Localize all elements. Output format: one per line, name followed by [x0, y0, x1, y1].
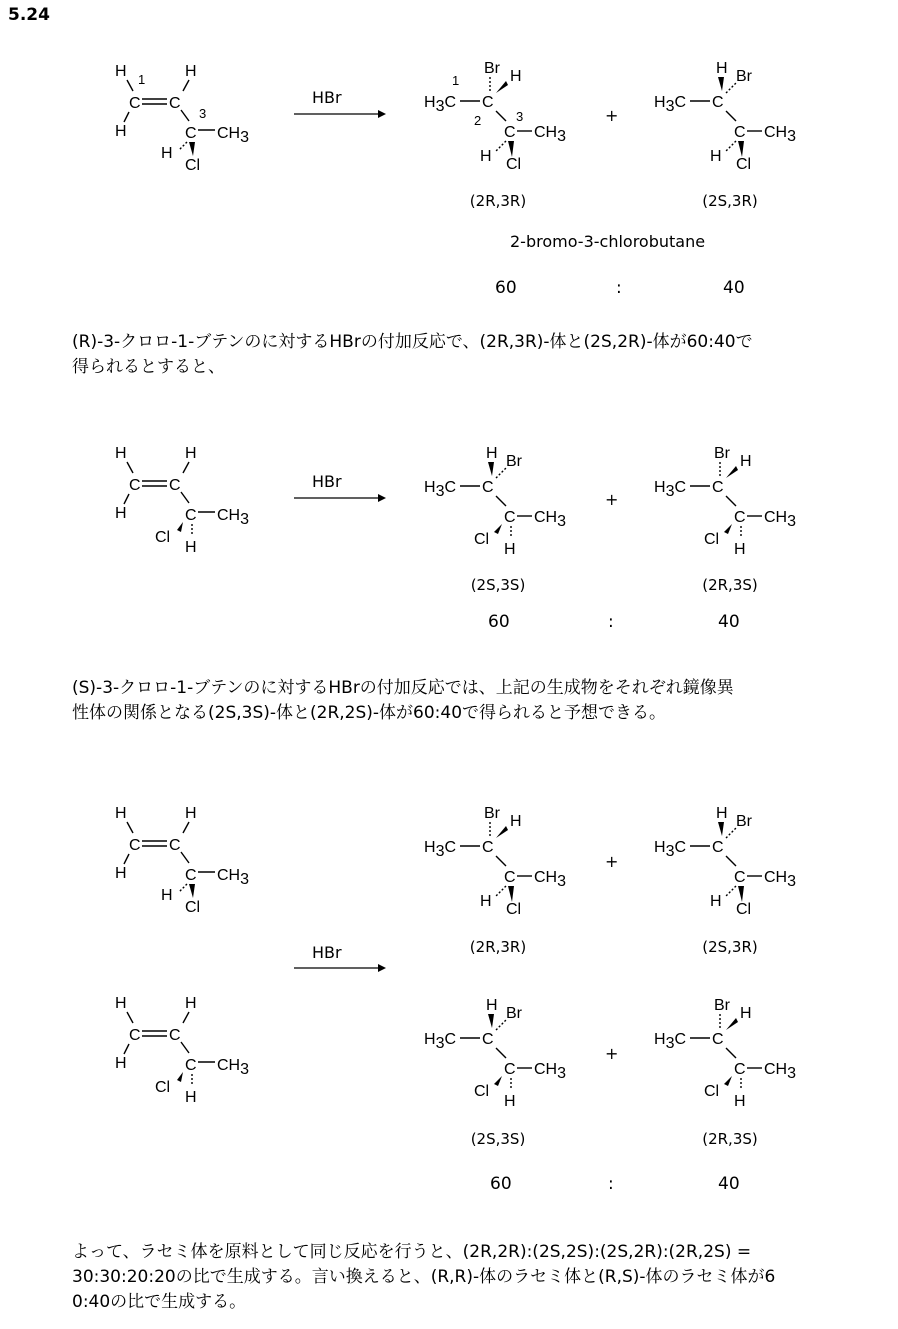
stereo-label: (2R,3S)	[702, 1130, 758, 1148]
svg-text:H: H	[115, 1055, 127, 1072]
svg-text:C: C	[734, 1061, 746, 1078]
svg-text:Cl: Cl	[704, 531, 720, 548]
svg-text:C: C	[734, 509, 746, 526]
svg-text:C: C	[129, 95, 141, 112]
svg-text:Cl: Cl	[704, 1083, 720, 1100]
svg-text:C: C	[504, 124, 516, 141]
svg-text:H: H	[161, 887, 173, 904]
svg-text:C: C	[169, 837, 181, 854]
svg-text:H3C: H3C	[654, 479, 687, 500]
ratio-left: 60	[488, 612, 510, 632]
svg-text:Cl: Cl	[155, 1079, 171, 1096]
svg-text:C: C	[482, 1031, 494, 1048]
svg-text:CH3: CH3	[217, 1057, 250, 1078]
svg-text:Cl: Cl	[736, 156, 752, 173]
svg-text:C: C	[185, 867, 197, 884]
svg-text:C: C	[504, 1061, 516, 1078]
svg-text:CH3: CH3	[217, 507, 250, 528]
svg-text:Cl: Cl	[736, 901, 752, 918]
svg-text:3: 3	[516, 109, 524, 124]
svg-text:H3C: H3C	[654, 1031, 687, 1052]
svg-text:1: 1	[452, 73, 460, 88]
svg-text:Br: Br	[736, 68, 752, 85]
ratio-colon: :	[608, 1174, 614, 1194]
svg-text:C: C	[169, 1027, 181, 1044]
svg-text:H: H	[185, 1089, 197, 1106]
svg-text:H: H	[185, 445, 197, 462]
compound-name: 2-bromo-3-chlorobutane	[510, 232, 706, 251]
plus-sign: +	[605, 852, 619, 871]
reagent-label: HBr	[312, 472, 342, 491]
svg-text:H: H	[161, 145, 173, 162]
svg-text:Br: Br	[484, 805, 500, 822]
product-2R3R-structure	[420, 55, 590, 185]
svg-text:H: H	[115, 123, 127, 140]
svg-text:C: C	[712, 479, 724, 496]
svg-text:C: C	[482, 479, 494, 496]
svg-text:C: C	[504, 509, 516, 526]
svg-text:H: H	[115, 445, 127, 462]
svg-text:H: H	[480, 148, 492, 165]
svg-text:3: 3	[199, 106, 207, 121]
explanation-paragraph-1: (R)-3-クロロ-1-ブテンのに対するHBrの付加反応で、(2R,3R)-体と(2S,2R)-体が60:40で 得られるとすると、	[72, 332, 753, 377]
product-2S3S-structure	[420, 992, 590, 1122]
svg-text:C: C	[185, 125, 197, 142]
svg-text:H: H	[504, 541, 516, 558]
svg-text:C: C	[734, 869, 746, 886]
svg-text:H: H	[115, 995, 127, 1012]
svg-text:C: C	[185, 1057, 197, 1074]
svg-text:Br: Br	[506, 1005, 522, 1022]
svg-text:CH3: CH3	[217, 867, 250, 888]
stereo-label: (2R,3R)	[469, 938, 527, 956]
svg-text:H: H	[716, 805, 728, 822]
svg-text:C: C	[129, 477, 141, 494]
svg-text:C: C	[185, 507, 197, 524]
explanation-paragraph-2: (S)-3-クロロ-1-ブテンのに対するHBrの付加反応では、上記の生成物をそれぞれ鏡像異 性体の関係となる(2S,3S)-体と(2R,2S)-体が60:40で得られると予想できる。	[72, 678, 734, 723]
svg-text:C: C	[504, 869, 516, 886]
svg-text:Cl: Cl	[474, 531, 490, 548]
product-2R3S-structure	[650, 992, 820, 1122]
svg-text:H3C: H3C	[654, 94, 687, 115]
product-2S3S-structure	[420, 440, 590, 570]
svg-text:H: H	[115, 505, 127, 522]
svg-text:Br: Br	[714, 445, 730, 462]
svg-text:C: C	[712, 94, 724, 111]
svg-text:H: H	[185, 995, 197, 1012]
svg-text:C: C	[734, 124, 746, 141]
svg-text:Br: Br	[506, 453, 522, 470]
stereo-label: (2S,3R)	[702, 192, 758, 210]
svg-text:H: H	[510, 813, 522, 830]
svg-text:H: H	[185, 63, 197, 80]
stereo-label: (2R,3R)	[469, 192, 527, 210]
svg-text:C: C	[482, 94, 494, 111]
ratio-colon: :	[616, 278, 622, 298]
alkene-R-structure	[105, 58, 265, 178]
reaction-arrow	[292, 108, 387, 120]
alkene-S-structure	[105, 440, 265, 560]
svg-text:Br: Br	[484, 60, 500, 77]
svg-text:Cl: Cl	[474, 1083, 490, 1100]
svg-text:C: C	[169, 477, 181, 494]
svg-text:Cl: Cl	[155, 529, 171, 546]
stereo-label: (2S,3S)	[470, 576, 526, 594]
svg-text:Br: Br	[714, 997, 730, 1014]
svg-text:CH3: CH3	[534, 124, 567, 145]
svg-text:H: H	[734, 541, 746, 558]
svg-text:H: H	[486, 445, 498, 462]
svg-text:Cl: Cl	[185, 899, 201, 916]
svg-text:H: H	[740, 453, 752, 470]
svg-text:Cl: Cl	[506, 156, 522, 173]
stereo-label: (2S,3R)	[702, 938, 758, 956]
svg-text:C: C	[129, 1027, 141, 1044]
svg-text:CH3: CH3	[764, 869, 797, 890]
problem-number: 5.24	[8, 5, 50, 25]
product-2S3R-structure	[650, 55, 820, 185]
stereo-label: (2R,3S)	[702, 576, 758, 594]
svg-text:CH3: CH3	[217, 125, 250, 146]
ratio-left: 60	[490, 1174, 512, 1194]
svg-text:H: H	[710, 148, 722, 165]
ratio-right: 40	[723, 278, 745, 298]
svg-text:H: H	[115, 865, 127, 882]
svg-text:H: H	[185, 805, 197, 822]
svg-text:CH3: CH3	[764, 1061, 797, 1082]
reaction-arrow	[292, 962, 387, 974]
svg-text:H3C: H3C	[424, 839, 457, 860]
svg-text:CH3: CH3	[534, 509, 567, 530]
plus-sign: +	[605, 1044, 619, 1063]
plus-sign: +	[605, 490, 619, 509]
svg-text:C: C	[712, 839, 724, 856]
svg-text:H: H	[115, 805, 127, 822]
svg-text:1: 1	[138, 72, 146, 87]
svg-text:H: H	[734, 1093, 746, 1110]
svg-text:H: H	[185, 539, 197, 556]
plus-sign: +	[605, 106, 619, 125]
svg-text:CH3: CH3	[534, 1061, 567, 1082]
svg-text:H: H	[740, 1005, 752, 1022]
ratio-colon: :	[608, 612, 614, 632]
svg-text:C: C	[482, 839, 494, 856]
svg-text:C: C	[129, 837, 141, 854]
alkene-S-structure	[105, 990, 265, 1110]
stereo-label: (2S,3S)	[470, 1130, 526, 1148]
ratio-right: 40	[718, 1174, 740, 1194]
reagent-label: HBr	[312, 943, 342, 962]
svg-text:Cl: Cl	[506, 901, 522, 918]
svg-text:H3C: H3C	[424, 1031, 457, 1052]
svg-text:CH3: CH3	[764, 509, 797, 530]
svg-text:Br: Br	[736, 813, 752, 830]
svg-text:Cl: Cl	[185, 157, 201, 174]
svg-text:CH3: CH3	[764, 124, 797, 145]
ratio-right: 40	[718, 612, 740, 632]
reaction-arrow	[292, 492, 387, 504]
product-2R3S-structure	[650, 440, 820, 570]
svg-text:H: H	[480, 893, 492, 910]
ratio-left: 60	[495, 278, 517, 298]
svg-text:H3C: H3C	[424, 94, 457, 115]
svg-text:H3C: H3C	[654, 839, 687, 860]
svg-text:C: C	[712, 1031, 724, 1048]
svg-text:H: H	[504, 1093, 516, 1110]
svg-text:CH3: CH3	[534, 869, 567, 890]
reagent-label: HBr	[312, 88, 342, 107]
alkene-R-structure	[105, 800, 265, 920]
product-2S3R-structure	[650, 800, 820, 930]
svg-text:C: C	[169, 95, 181, 112]
svg-text:2: 2	[474, 113, 482, 128]
svg-text:H3C: H3C	[424, 479, 457, 500]
svg-text:H: H	[115, 63, 127, 80]
svg-text:H: H	[510, 68, 522, 85]
svg-text:H: H	[716, 60, 728, 77]
svg-text:H: H	[486, 997, 498, 1014]
svg-text:H: H	[710, 893, 722, 910]
product-2R3R-structure	[420, 800, 590, 930]
explanation-paragraph-3: よって、ラセミ体を原料として同じ反応を行うと、(2R,2R):(2S,2S):(2S,2R):(2R,2S) = 30:30:20:20の比で生成する。言い換えると、(R,R)-体のラセミ体と(R,S)-体のラセミ体が6 0:40の比で生成する。	[72, 1242, 776, 1312]
